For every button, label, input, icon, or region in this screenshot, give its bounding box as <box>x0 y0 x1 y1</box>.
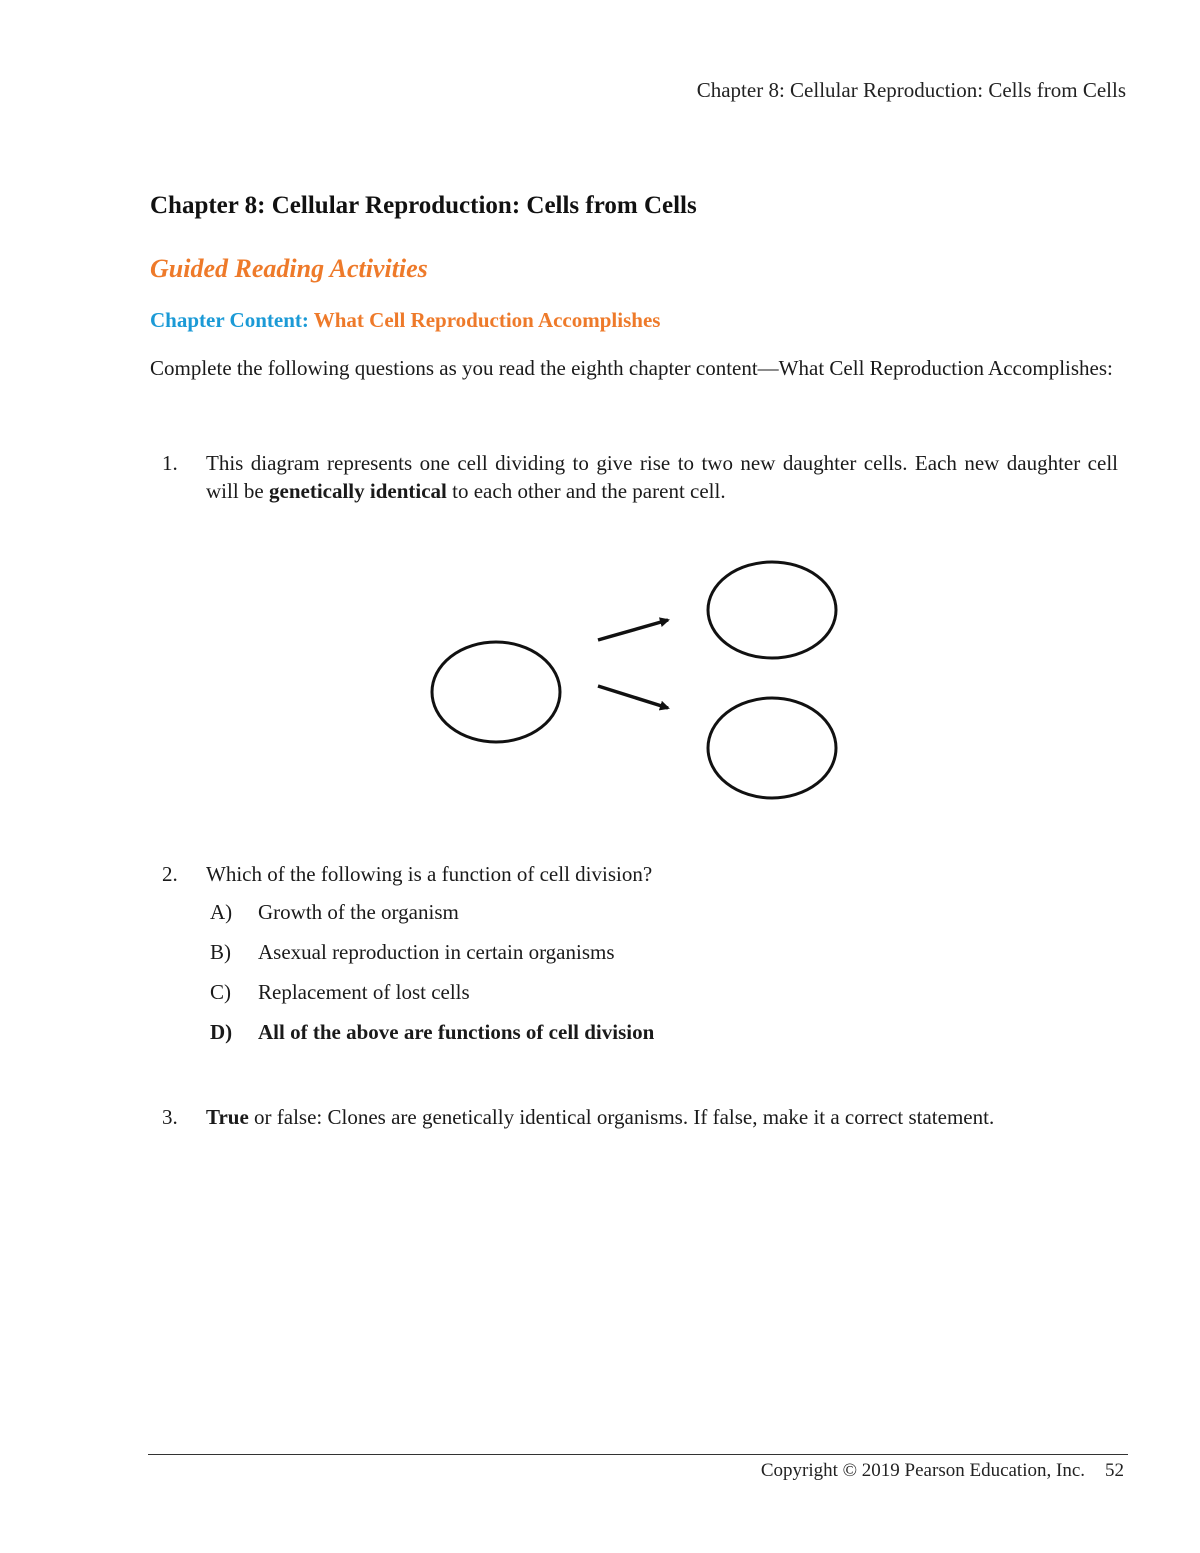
page-footer <box>761 1460 1124 1482</box>
answer-emphasis: True <box>206 1105 249 1129</box>
question-3 <box>150 1103 1118 1131</box>
daughter-cell-top <box>708 562 836 658</box>
answer-emphasis: genetically identical <box>269 479 447 503</box>
section-title: Guided Reading Activities <box>150 254 428 283</box>
content-heading-lead: Chapter Content: <box>150 308 309 332</box>
daughter-cell-bottom <box>708 698 836 798</box>
option-letter: D) <box>210 1020 233 1044</box>
content-heading-topic: What Cell Reproduction Accomplishes <box>313 308 661 332</box>
intro-paragraph: Complete the following questions as you read the eighth chapter content—What Cell Reproduction Accomplishes: <box>150 356 1113 380</box>
question-number: 3. <box>162 1105 178 1129</box>
running-header: Chapter 8: Cellular Reproduction: Cells from Cells <box>696 78 1126 102</box>
question-number: 1. <box>162 451 178 475</box>
option-letter: A) <box>210 900 233 924</box>
content-heading <box>150 308 660 333</box>
question-text: Which of the following is a function of cell division? <box>206 862 653 886</box>
arrow-upper <box>598 620 668 640</box>
question-text <box>206 1103 1118 1131</box>
question-number: 2. <box>162 862 178 886</box>
option-text: Replacement of lost cells <box>258 980 470 1004</box>
question-1 <box>150 449 1118 505</box>
question-text <box>206 449 1118 505</box>
option-text: Asexual reproduction in certain organisms <box>258 940 615 964</box>
option-letter: B) <box>210 940 231 964</box>
option-text: Growth of the organism <box>258 900 459 924</box>
footer-divider <box>148 1454 1128 1455</box>
option-letter: C) <box>210 980 231 1004</box>
question-text-end: to each other and the parent cell. <box>446 479 726 503</box>
arrow-lower <box>598 686 668 708</box>
question-2 <box>150 860 1118 888</box>
parent-cell <box>432 642 560 742</box>
cell-division-diagram <box>420 560 850 810</box>
chapter-title: Chapter 8: Cellular Reproduction: Cells from Cells <box>150 192 697 219</box>
copyright-notice: Copyright © 2019 Pearson Education, Inc. <box>760 1460 1085 1481</box>
question-text-rest: or false: Clones are genetically identical organisms. If false, make it a correct statement. <box>248 1105 995 1129</box>
page-number: 52 <box>1105 1460 1124 1481</box>
question-text-start: This diagram represents one cell dividing to give rise to two new daughter cells. Each new daughter cell will be <box>206 451 1118 503</box>
option-text: All of the above are functions of cell division <box>258 1020 655 1044</box>
